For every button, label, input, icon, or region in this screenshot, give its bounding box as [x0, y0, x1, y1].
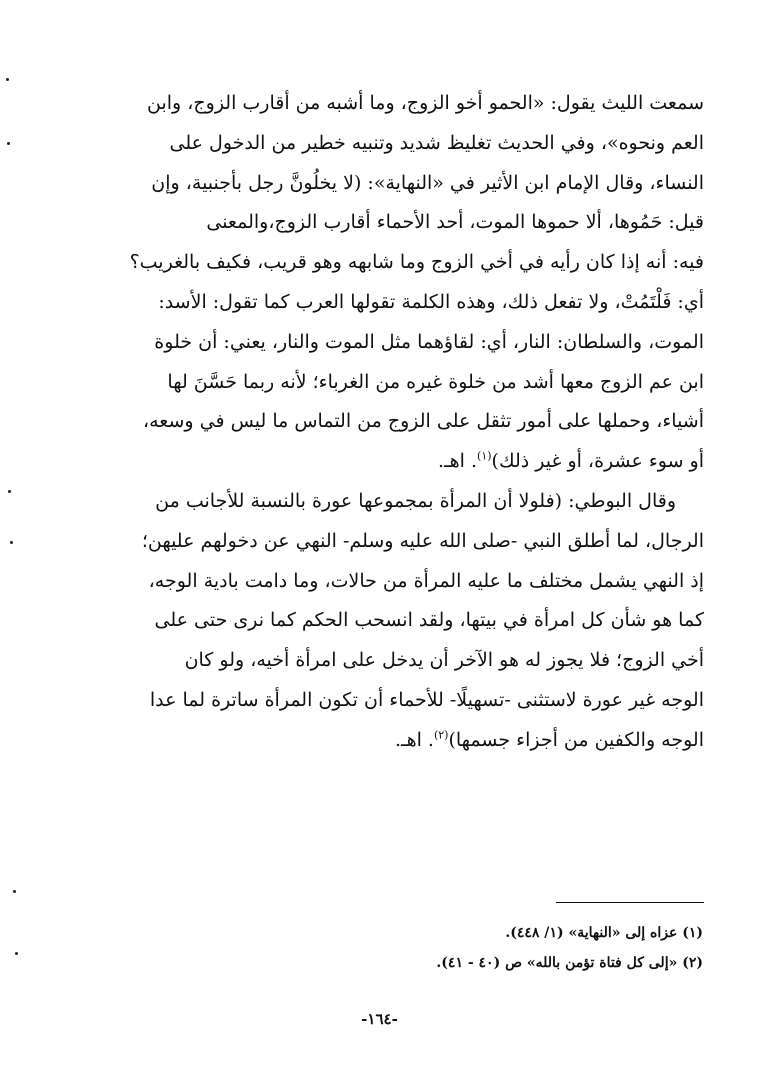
paragraph-1: [52, 84, 704, 482]
last-line-text: أو سوء عشرة، أو غير ذلك): [491, 450, 704, 473]
last-line-text: الوجه والكفين من أجزاء جسمها): [448, 728, 704, 751]
text-line: الرجال، لما أطلق النبي -صلى الله عليه وسلم- النهي عن دخولهم عليهن؛: [141, 529, 704, 552]
footnote-ref-2[interactable]: (٢): [433, 728, 449, 742]
scan-speck: [15, 952, 18, 955]
footnote-1: (١) عزاه إلى «النهاية» (١/ ٤٤٨).: [505, 925, 703, 941]
text-line-last: [52, 442, 704, 482]
last-line-end: . اهـ.: [394, 728, 434, 751]
text-line-last: [52, 721, 704, 761]
text-line: سمعت الليث يقول: «الحمو أخو الزوج، وما أشبه من أقارب الزوج، وابن: [147, 92, 704, 114]
paragraph-2: [52, 482, 704, 761]
text-line: ابن عم الزوج معها أشد من خلوة غيره من الغرباء؛ لأنه ربما حَسَّنَ لها: [167, 370, 704, 393]
text-line: الوجه غير عورة لاستثنى -تسهيلًا- للأحماء أن تكون المرأة ساترة لما عدا: [149, 688, 704, 711]
text-line: كما هو شأن كل امرأة في بيتها، ولقد انسحب الحكم كما نرى حتى على: [154, 609, 704, 632]
text-line: وقال البوطي: (فلولا أن المرأة بمجموعها عورة بالنسبة للأجانب من: [155, 490, 676, 512]
text-line: أي: فَلْتَمُتْ، ولا تفعل ذلك، وهذه الكلمة تقولها العرب كما تقول: الأسد:: [158, 290, 704, 313]
scan-speck: [6, 78, 9, 81]
text-line: الموت، والسلطان: النار، أي: لقاؤهما مثل الموت والنار، يعني: أن خلوة: [154, 330, 704, 353]
footnote-2: (٢) «إلى كل فتاة تؤمن بالله» ص (٤٠ - ٤١).: [436, 955, 703, 971]
text-line: العم ونحوه»، وفي الحديث تغليظ شديد وتنبيه خطير من الدخول على: [169, 131, 704, 154]
footnote-ref-1[interactable]: (١): [477, 449, 492, 463]
text-line: فيه: أنه إذا كان رأيه في أخي الزوج وما شابهه وهو قريب، فكيف بالغريب؟: [129, 251, 704, 274]
text-line: أخي الزوج؛ فلا يجوز له هو الآخر أن يدخل على امرأة أخيه، ولو كان: [184, 649, 704, 672]
scan-speck: [13, 890, 16, 893]
text-line: أشياء، وحملها على أمور تثقل على الزوج من التماس ما ليس في وسعه،: [142, 410, 704, 433]
text-line: النساء، وقال الإمام ابن الأثير في «النهاية»: (لا يخلُونَّ رجل بأجنبية، وإن: [151, 171, 704, 194]
text-line: قيل: حَمُوها، ألا حموها الموت، أحد الأحماء أقارب الزوج،والمعنى: [206, 211, 704, 234]
scan-speck: [8, 490, 11, 493]
footnotes: [51, 918, 703, 978]
scan-speck: [7, 142, 10, 145]
scan-speck: [10, 541, 13, 544]
footnote-separator: [556, 902, 704, 903]
last-line-end: . اهـ.: [438, 450, 478, 473]
text-line: إذ النهي يشمل مختلف ما عليه المرأة من حالات، وما دامت بادية الوجه،: [148, 569, 704, 592]
page-number: -١٦٤-: [361, 1010, 398, 1028]
